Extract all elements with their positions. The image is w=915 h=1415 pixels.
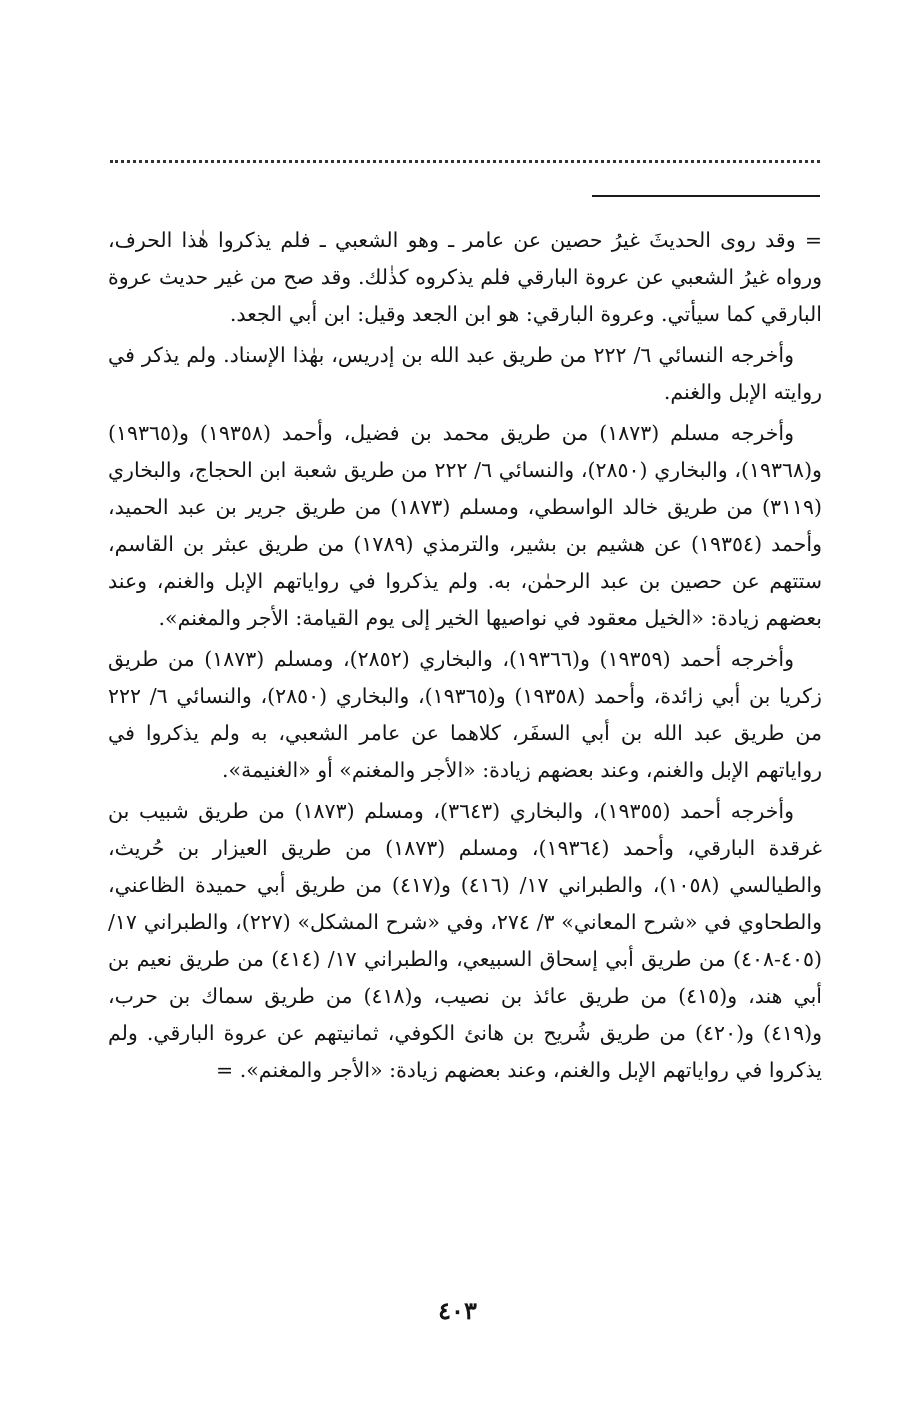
footnote-paragraph-ahmad-zakariya: وأخرجه أحمد (١٩٣٥٩) و(١٩٣٦٦)، والبخاري (٢٨٥٢)، ومسلم (١٨٧٣) من طريق زكريا بن أبي زائدة، وأحمد (١٩٣٥٨) و(١٩٣٦٥)، والبخاري (٢٨٥٠)، والنسائي ٦/ ٢٢٢ من طريق عبد الله بن أبي السفَر، كلاهما عن عامر الشعبي، به ولم يذكروا في رواياتهم الإبل والغنم، وعند بعضهم زيادة: «الأجر والمغنم» أو «الغنيمة». — [108, 647, 822, 782]
footnote-paragraph-nasai: وأخرجه النسائي ٦/ ٢٢٢ من طريق عبد الله بن إدريس، بهٰذا الإسناد. ولم يذكر في روايته الإبل والغنم. — [108, 343, 822, 404]
footnotes-block — [108, 222, 822, 1093]
footnote-paragraph-ahmad-shabib: وأخرجه أحمد (١٩٣٥٥)، والبخاري (٣٦٤٣)، ومسلم (١٨٧٣) من طريق شبيب بن غرقدة البارقي، وأحمد (١٩٣٦٤)، ومسلم (١٨٧٣) من طريق العيزار بن حُريث، والطيالسي (١٠٥٨)، والطبراني ١٧/ (٤١٦) و(٤١٧) من طريق أبي حميدة الظاعني، والطحاوي في «شرح المعاني» ٣/ ٢٧٤، وفي «شرح المشكل» (٢٢٧)، والطبراني ١٧/ (٤٠٥-٤٠٨) من طريق أبي إسحاق السبيعي، والطبراني ١٧/ (٤١٤) من طريق نعيم بن أبي هند، و(٤١٥) من طريق عائذ بن نصيب، و(٤١٨) من طريق سماك بن حرب، و(٤١٩) و(٤٢٠) من طريق شُريح بن هانئ الكوفي، ثمانيتهم عن عروة البارقي. ولم يذكروا في رواياتهم الإبل والغنم، وعند بعضهم زيادة: «الأجر والمغنم». = — [108, 799, 822, 1082]
footnote-paragraph-continuation: = وقد روى الحديثَ غيرُ حصين عن عامر ـ وهو الشعبي ـ فلم يذكروا هٰذا الحرف، ورواه غيرُ الشعبي عن عروة البارقي فلم يذكروه كذٰلك. وقد صح من غير حديث عروة البارقي كما سيأتي. وعروة البارقي: هو ابن الجعد وقيل: ابن أبي الجعد. — [108, 228, 822, 326]
footnote-paragraph-muslim: وأخرجه مسلم (١٨٧٣) من طريق محمد بن فضيل، وأحمد (١٩٣٥٨) و(١٩٣٦٥) و(١٩٣٦٨)، والبخاري (٢٨٥٠)، والنسائي ٦/ ٢٢٢ من طريق شعبة ابن الحجاج، والبخاري (٣١١٩) من طريق خالد الواسطي، ومسلم (١٨٧٣) من طريق جرير بن عبد الحميد، وأحمد (١٩٣٥٤) عن هشيم بن بشير، والترمذي (١٧٨٩) من طريق عبثر بن القاسم، ستتهم عن حصين بن عبد الرحمٰن، به. ولم يذكروا في رواياتهم الإبل والغنم، وعند بعضهم زيادة: «الخيل معقود في نواصيها الخير إلى يوم القيامة: الأجر والمغنم». — [108, 421, 822, 630]
footnote-rule — [592, 195, 820, 197]
page-number: ٤٠٣ — [438, 1296, 477, 1325]
dotted-separator — [110, 148, 820, 163]
